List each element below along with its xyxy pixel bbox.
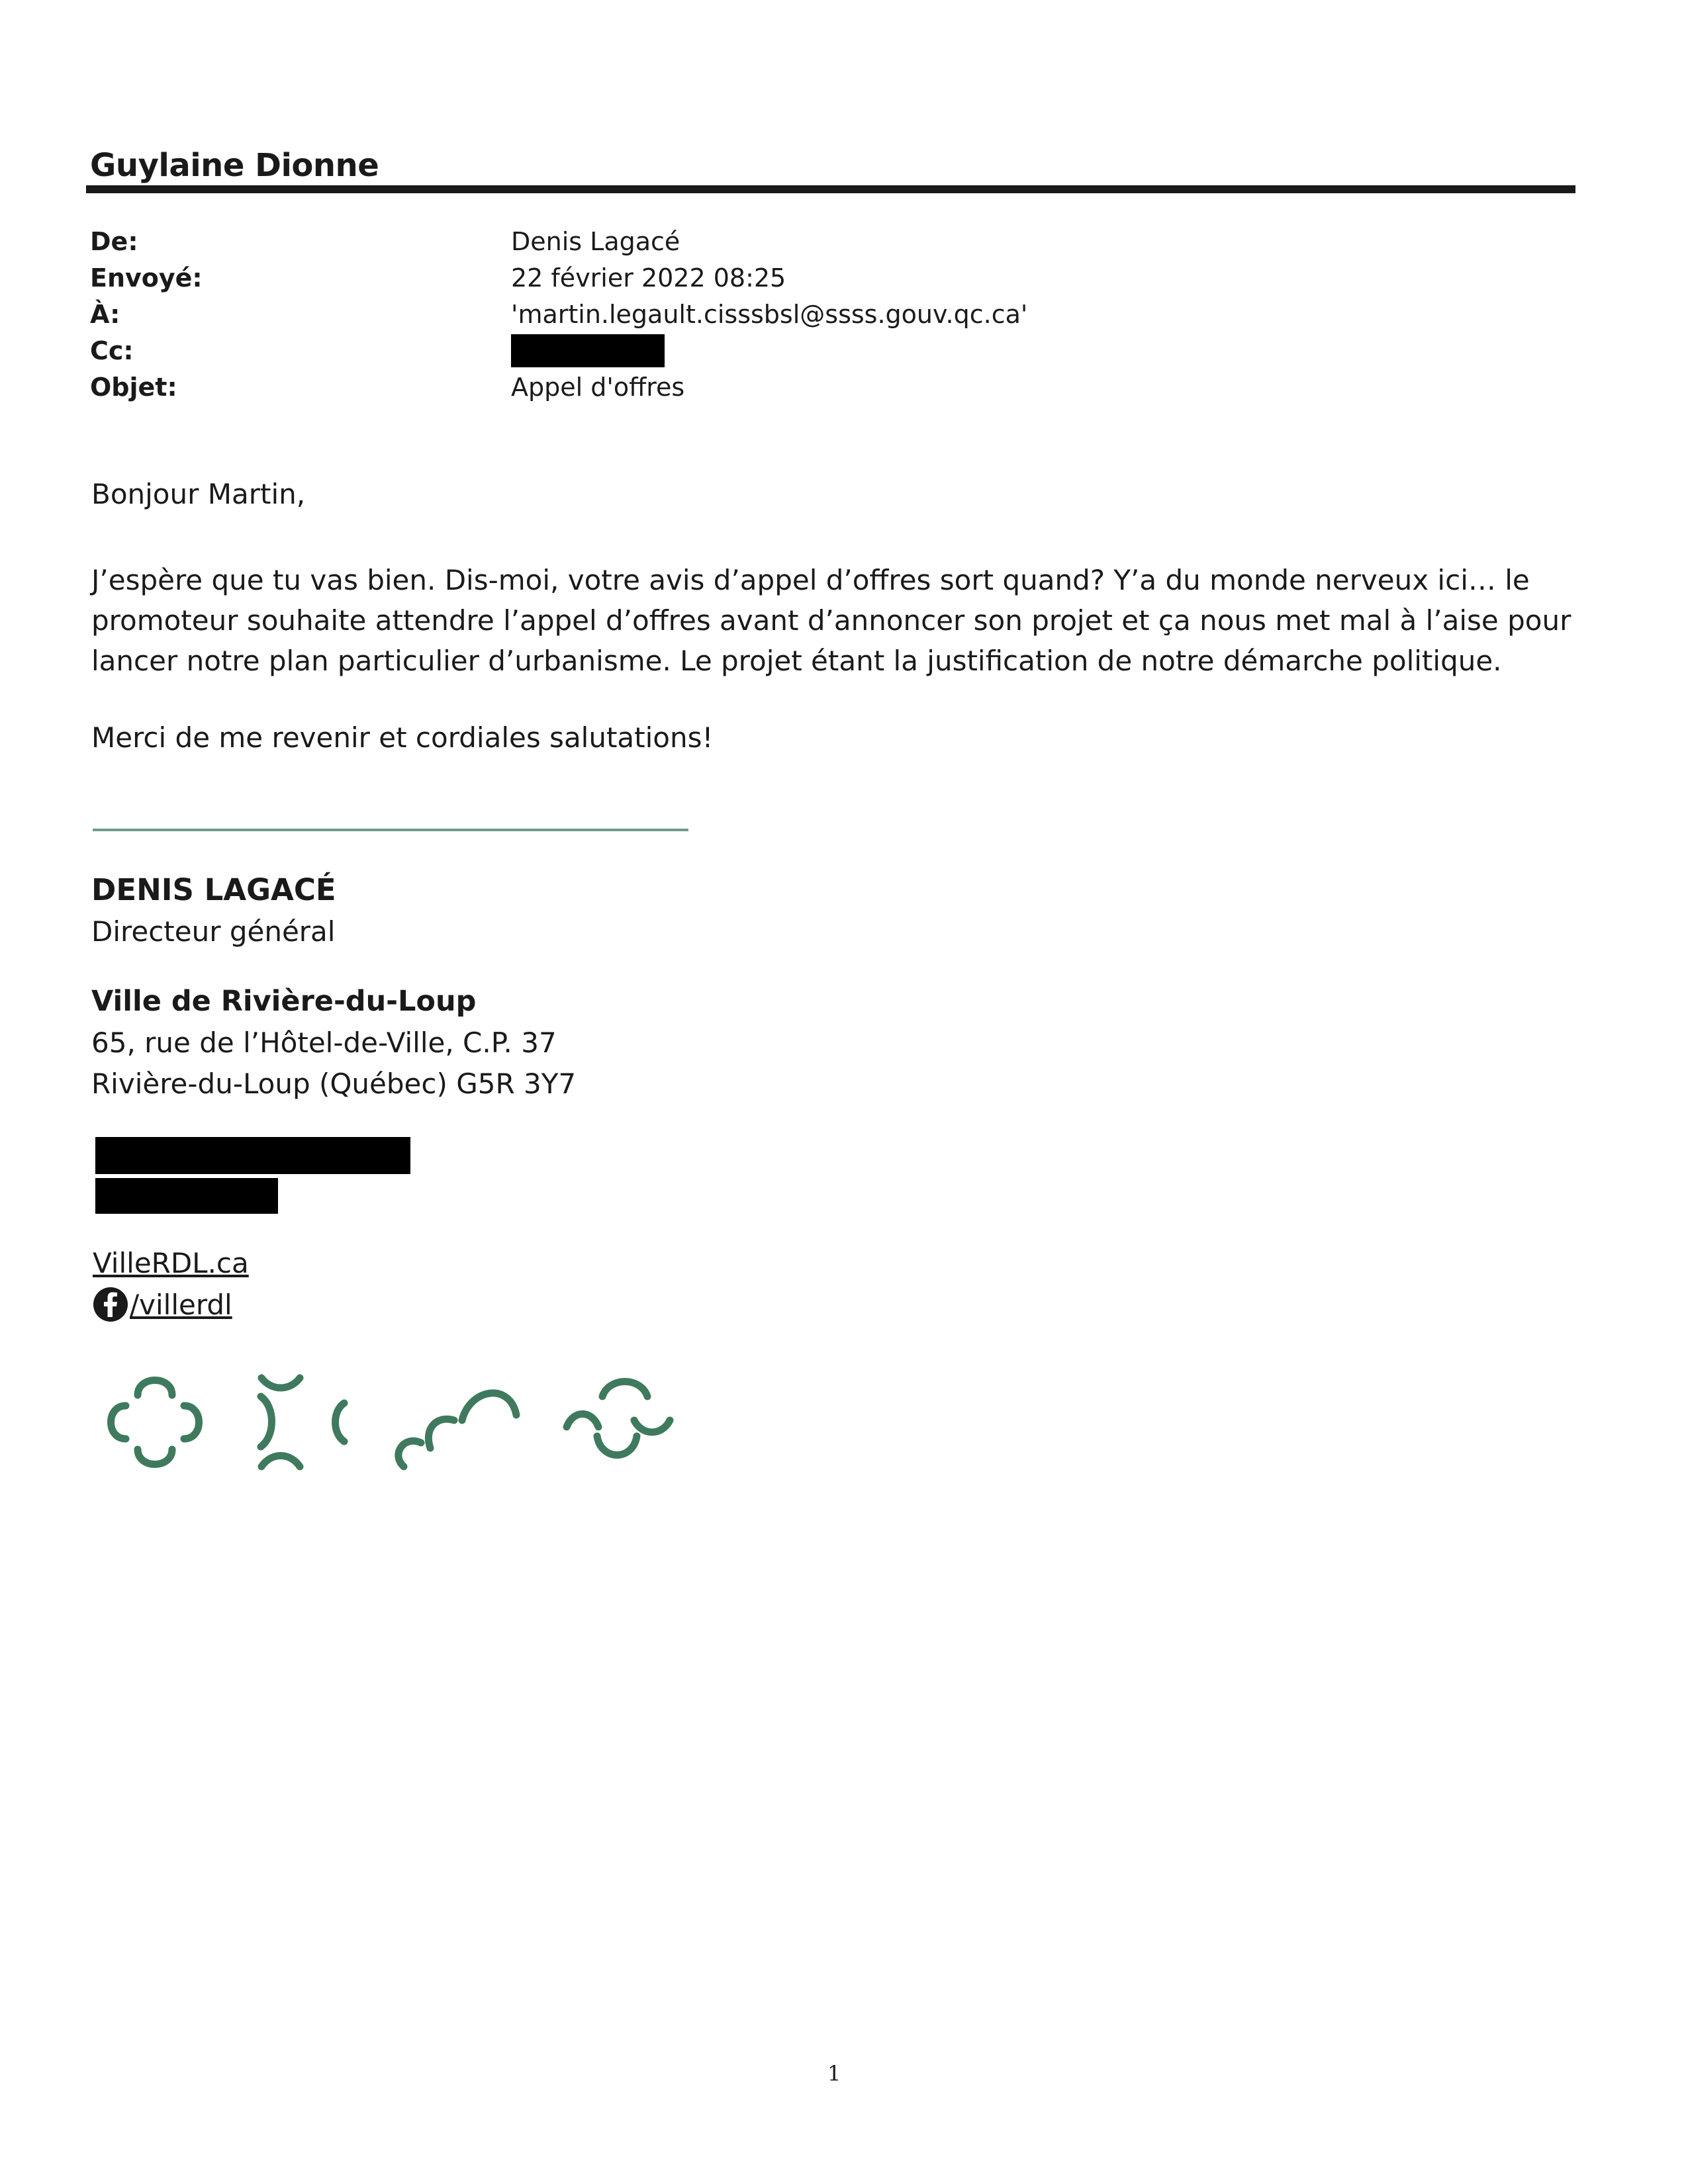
cc-label: Cc: <box>90 336 134 365</box>
to-value: 'martin.legault.cisssbsl@ssss.gouv.qc.ca' <box>511 300 1028 329</box>
cc-value-redacted <box>511 333 665 369</box>
signature-address-line-1: 65, rue de l’Hôtel-de-Ville, C.P. 37 <box>91 1026 557 1059</box>
city-logo-icon <box>99 1362 695 1481</box>
paragraph-line: lancer notre plan particulier d’urbanisme. Le projet étant la justification de notre démarche politique. <box>91 645 1502 677</box>
signature-name: DENIS LAGACÉ <box>91 872 336 907</box>
redaction-box <box>511 334 665 367</box>
page-number: 1 <box>827 2061 841 2086</box>
header-divider <box>86 185 1575 193</box>
message-paragraph <box>91 560 1574 681</box>
closing-line: Merci de me revenir et cordiales salutations! <box>91 721 714 754</box>
facebook-icon[interactable] <box>93 1287 128 1322</box>
signature-address-line-2: Rivière-du-Loup (Québec) G5R 3Y7 <box>91 1068 577 1100</box>
sent-value: 22 février 2022 08:25 <box>511 263 786 293</box>
greeting: Bonjour Martin, <box>91 478 306 510</box>
redacted-phone-2 <box>95 1178 278 1214</box>
from-label: De: <box>90 227 138 256</box>
subject-value: Appel d'offres <box>511 373 685 402</box>
facebook-link[interactable]: /villerdl <box>130 1288 232 1321</box>
to-label: À: <box>90 300 120 329</box>
signature-divider <box>93 829 688 831</box>
redacted-phone-1 <box>95 1137 410 1174</box>
website-link[interactable]: VilleRDL.ca <box>93 1247 249 1279</box>
facebook-row <box>93 1287 232 1322</box>
signature-organization: Ville de Rivière-du-Loup <box>91 985 477 1018</box>
paragraph-line: J’espère que tu vas bien. Dis-moi, votre avis d’appel d’offres sort quand? Y’a du monde nerveux ici… le <box>91 564 1530 596</box>
paragraph-line: promoteur souhaite attendre l’appel d’offres avant d’annoncer son projet et ça nous met mal à l’aise pour <box>91 604 1571 637</box>
subject-label: Objet: <box>90 373 177 402</box>
mailbox-owner-name: Guylaine Dionne <box>90 147 379 184</box>
from-value: Denis Lagacé <box>511 227 680 256</box>
sent-label: Envoyé: <box>90 263 203 293</box>
signature-title: Directeur général <box>91 915 336 948</box>
